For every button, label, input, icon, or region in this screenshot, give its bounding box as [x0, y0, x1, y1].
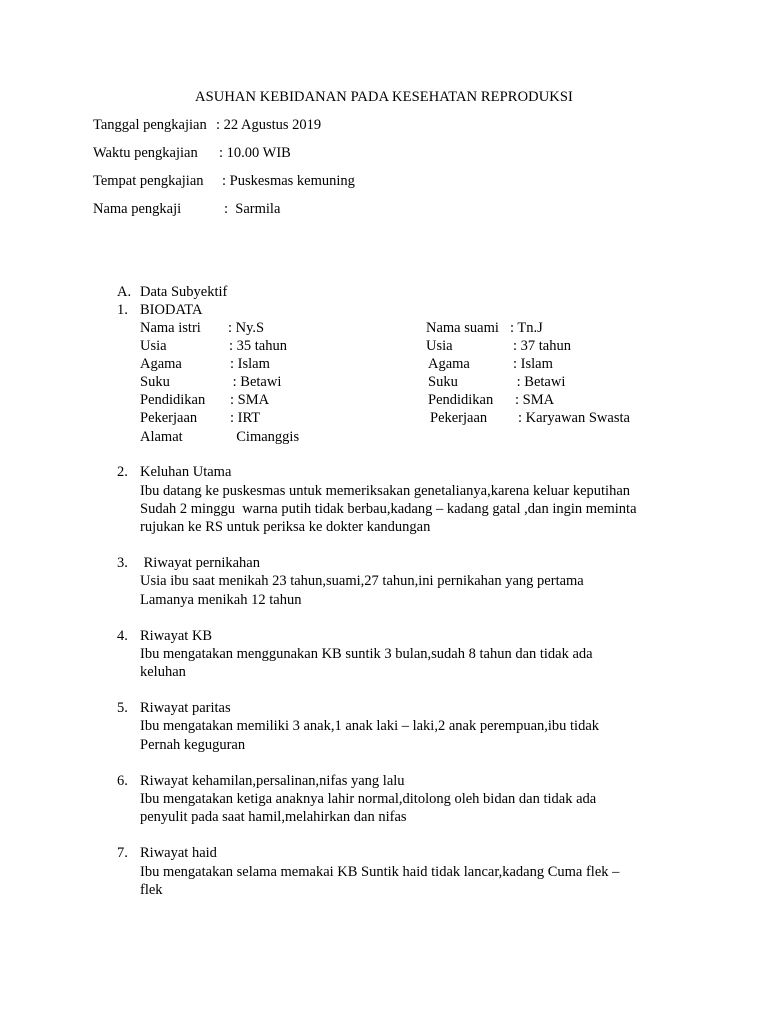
husband-age-value: : 37 tahun [513, 338, 571, 354]
item-5-number: 5. [117, 700, 128, 716]
husband-name-value: : Tn.J [510, 320, 543, 336]
item-5-line: Ibu mengatakan memiliki 3 anak,1 anak laki – laki,2 anak perempuan,ibu tidak [140, 718, 600, 734]
section-a-letter: A. [117, 284, 132, 300]
item-6-line: Ibu mengatakan ketiga anaknya lahir normal,ditolong oleh bidan dan tidak ada [140, 791, 597, 807]
wife-address-value: Cimanggis [229, 429, 300, 445]
item-4-number: 4. [117, 628, 128, 644]
meta-place-value: : Puskesmas kemuning [222, 173, 355, 189]
meta-assessor-label: Nama pengkaji [93, 201, 182, 217]
item-6-number: 6. [117, 773, 128, 789]
wife-age-value: : 35 tahun [229, 338, 287, 354]
item-2-title: Keluhan Utama [140, 464, 232, 480]
wife-ethnicity-value: : Betawi [229, 374, 282, 390]
item-3-line: Lamanya menikah 12 tahun [140, 592, 302, 608]
meta-date-value: : 22 Agustus 2019 [216, 117, 322, 133]
biodata-number: 1. [117, 302, 128, 318]
item-7-title: Riwayat haid [140, 845, 217, 861]
wife-age-label: Usia [140, 338, 167, 354]
item-3-line: Usia ibu saat menikah 23 tahun,suami,27 tahun,ini pernikahan yang pertama [140, 573, 584, 589]
item-6-line: penyulit pada saat hamil,melahirkan dan nifas [140, 809, 407, 825]
wife-occupation-label: Pekerjaan [140, 410, 198, 426]
wife-occupation-value: : IRT [230, 410, 261, 426]
husband-religion-value: : Islam [513, 356, 553, 372]
item-2-line: Sudah 2 minggu warna putih tidak berbau,kadang – kadang gatal ,dan ingin meminta [140, 501, 637, 517]
item-4-line: keluhan [140, 664, 186, 680]
wife-ethnicity-label: Suku [140, 374, 170, 390]
wife-address-label: Alamat [140, 429, 183, 445]
item-2-line: Ibu datang ke puskesmas untuk memeriksakan genetalianya,karena keluar keputihan [140, 483, 631, 499]
item-4-title: Riwayat KB [140, 628, 213, 644]
wife-education-value: : SMA [230, 392, 270, 408]
item-7-number: 7. [117, 845, 128, 861]
husband-ethnicity-value: : Betawi [513, 374, 566, 390]
document-title: ASUHAN KEBIDANAN PADA KESEHATAN REPRODUKSI [195, 89, 573, 105]
husband-name-label: Nama suami [426, 320, 499, 336]
wife-name-value: : Ny.S [228, 320, 265, 336]
item-5-line: Pernah keguguran [140, 737, 246, 753]
biodata-title: BIODATA [140, 302, 203, 318]
item-6-title: Riwayat kehamilan,persalinan,nifas yang lalu [140, 773, 405, 789]
husband-age-label: Usia [426, 338, 453, 354]
item-5-title: Riwayat paritas [140, 700, 231, 716]
wife-name-label: Nama istri [140, 320, 201, 336]
section-a-title: Data Subyektif [140, 284, 228, 300]
item-2-number: 2. [117, 464, 128, 480]
husband-religion-label: Agama [428, 356, 470, 372]
husband-education-label: Pendidikan [428, 392, 494, 408]
item-4-line: Ibu mengatakan menggunakan KB suntik 3 bulan,sudah 8 tahun dan tidak ada [140, 646, 593, 662]
husband-education-value: : SMA [515, 392, 555, 408]
item-7-line: flek [140, 882, 163, 898]
meta-time-value: : 10.00 WIB [219, 145, 291, 161]
item-3-title: Riwayat pernikahan [140, 555, 260, 571]
wife-religion-label: Agama [140, 356, 182, 372]
item-2-line: rujukan ke RS untuk periksa ke dokter kandungan [140, 519, 431, 535]
item-7-line: Ibu mengatakan selama memakai KB Suntik haid tidak lancar,kadang Cuma flek – [140, 864, 620, 880]
meta-date-label: Tanggal pengkajian [93, 117, 207, 133]
meta-time-label: Waktu pengkajian [93, 145, 198, 161]
item-3-number: 3. [117, 555, 128, 571]
wife-education-label: Pendidikan [140, 392, 206, 408]
husband-occupation-label: Pekerjaan [430, 410, 488, 426]
wife-religion-value: : Islam [230, 356, 270, 372]
husband-ethnicity-label: Suku [428, 374, 458, 390]
husband-occupation-value: : Karyawan Swasta [518, 410, 630, 426]
meta-place-label: Tempat pengkajian [93, 173, 204, 189]
meta-assessor-value: : Sarmila [224, 201, 281, 217]
